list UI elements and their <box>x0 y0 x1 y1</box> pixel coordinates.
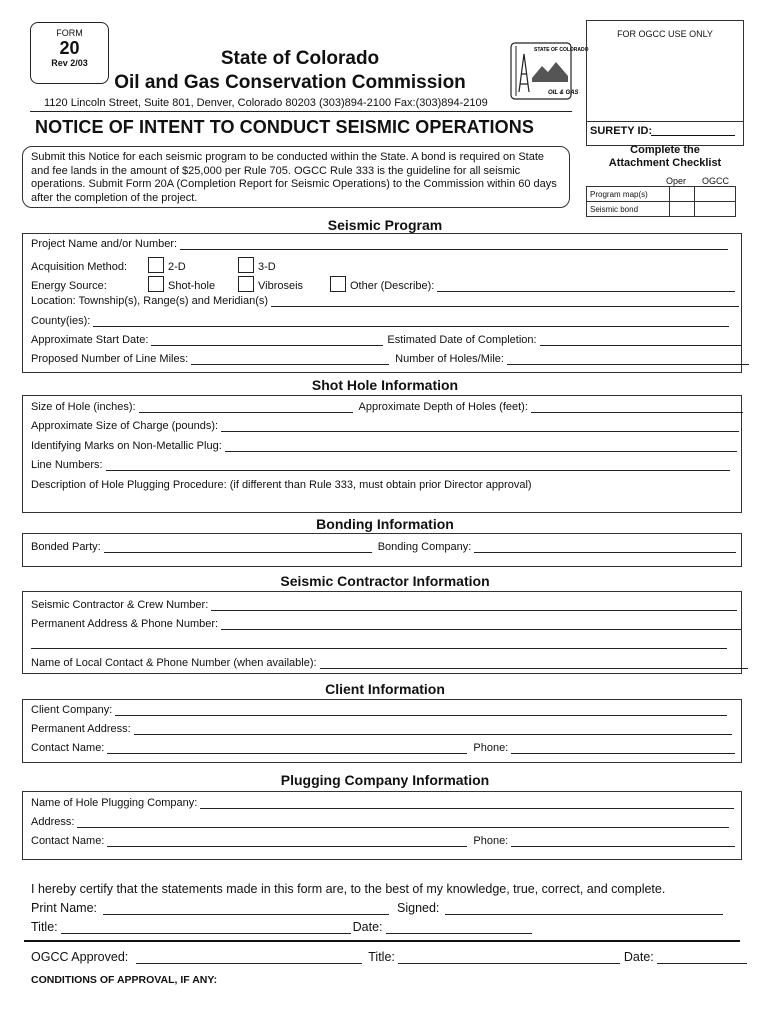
location-label: Location: Township(s), Range(s) and Meridian(s) <box>31 295 269 307</box>
bonded-party-field[interactable] <box>104 543 372 553</box>
start-date-label: Approximate Start Date: <box>31 334 149 346</box>
use-box-divider <box>586 121 744 122</box>
print-name-row <box>31 901 723 915</box>
client-address-field[interactable] <box>134 725 732 735</box>
plugging-name-label: Name of Hole Plugging Company: <box>31 797 198 809</box>
form-revision: Rev 2/03 <box>51 58 88 68</box>
section-title-shot-hole: Shot Hole Information <box>311 377 459 393</box>
plugging-name-field[interactable] <box>200 799 734 809</box>
acquisition-label: Acquisition Method: <box>31 261 127 273</box>
checklist-row <box>587 202 736 217</box>
approval-date-label: Date: <box>623 950 654 964</box>
line-numbers-label: Line Numbers: <box>31 459 103 471</box>
plugging-phone-label: Phone: <box>473 835 509 847</box>
plugging-contact-field[interactable] <box>107 837 467 847</box>
charge-row <box>31 420 739 432</box>
form-number-box <box>30 22 109 84</box>
other-describe-field[interactable] <box>437 282 735 292</box>
cert-date-label: Date: <box>352 920 383 934</box>
checklist-oper-cell[interactable] <box>670 202 695 217</box>
option-shot-hole-label: Shot-hole <box>168 280 216 292</box>
cert-title-row <box>31 920 532 934</box>
checkbox-2d[interactable] <box>148 257 164 273</box>
option-3d-label: 3-D <box>258 261 276 273</box>
bonded-party-label: Bonded Party: <box>31 541 101 553</box>
section-title-bonding: Bonding Information <box>316 516 454 532</box>
contractor-address-row <box>31 618 741 630</box>
line-miles-field[interactable] <box>191 355 389 365</box>
header-rule <box>30 111 572 112</box>
plugging-phone-field[interactable] <box>511 837 735 847</box>
holes-per-mile-label: Number of Holes/Mile: <box>395 353 504 365</box>
client-phone-field[interactable] <box>511 744 735 754</box>
cert-date-field[interactable] <box>386 924 532 934</box>
col-oper: Oper <box>666 176 687 186</box>
location-row <box>31 295 739 307</box>
form-number: 20 <box>59 38 80 58</box>
hole-size-field[interactable] <box>139 403 353 413</box>
client-contact-row <box>31 742 735 754</box>
start-date-field[interactable] <box>151 336 383 346</box>
approval-title-field[interactable] <box>398 954 620 964</box>
attachment-checklist <box>586 186 736 217</box>
section-title-contractor: Seismic Contractor Information <box>280 573 490 589</box>
cert-title-field[interactable] <box>61 924 351 934</box>
plugging-address-row <box>31 816 729 828</box>
client-company-field[interactable] <box>115 706 727 716</box>
approval-date-field[interactable] <box>657 954 747 964</box>
marks-row <box>31 440 737 452</box>
checkbox-other[interactable] <box>330 276 346 292</box>
project-row <box>31 238 728 250</box>
checklist-title-line1: Complete the <box>630 144 700 156</box>
certification-statement: I hereby certify that the statements made in this form are, to the best of my knowledge, true, correct, and complete. <box>31 882 666 896</box>
checklist-item: Seismic bond <box>587 202 670 217</box>
signed-label: Signed: <box>397 901 440 915</box>
hole-size-label: Size of Hole (inches): <box>31 401 136 413</box>
energy-row <box>31 276 735 292</box>
signed-field[interactable] <box>445 905 723 915</box>
hole-depth-field[interactable] <box>531 403 743 413</box>
marks-label: Identifying Marks on Non-Metallic Plug: <box>31 440 222 452</box>
plugging-name-row <box>31 797 734 809</box>
checklist-title-line2: Attachment Checklist <box>608 157 722 169</box>
checkbox-shot-hole[interactable] <box>148 276 164 292</box>
checklist-item: Program map(s) <box>587 187 670 202</box>
plugging-procedure-label: Description of Hole Plugging Procedure: (if different than Rule 333, must obtain prior Director approval) <box>31 479 532 491</box>
option-other-label: Other (Describe): <box>350 280 435 292</box>
client-address-label: Permanent Address: <box>31 723 131 735</box>
ogcc-use-only-label: FOR OGCC USE ONLY <box>617 29 713 39</box>
crew-field[interactable] <box>211 601 737 611</box>
completion-date-field[interactable] <box>540 336 742 346</box>
holes-per-mile-field[interactable] <box>507 355 749 365</box>
plugging-contact-row <box>31 835 735 847</box>
surety-id-label: SURETY ID: <box>590 125 653 137</box>
approval-title-label: Title: <box>368 950 395 964</box>
plugging-procedure-row <box>31 479 532 491</box>
checklist-ogcc-cell[interactable] <box>695 202 736 217</box>
county-row <box>31 315 729 327</box>
contractor-address-label: Permanent Address & Phone Number: <box>31 618 219 630</box>
line-numbers-row <box>31 459 730 471</box>
bonding-row <box>31 541 736 553</box>
dates-row <box>31 334 742 346</box>
plugging-address-label: Address: <box>31 816 75 828</box>
local-contact-field[interactable] <box>320 659 748 669</box>
instructions-notice: Submit this Notice for each seismic program to be conducted within the State. A bond is required on State and fee lands in the amount of $25,000 per Rule 705. OGCC Rule 333 is the guideline for all seismic operations. Submit Form 20A (Completion Report for Seismic Operations) to the Commission within 60 days after the completion of the project. <box>22 146 570 208</box>
approved-label: OGCC Approved: <box>31 950 129 964</box>
section-title-client: Client Information <box>325 681 445 697</box>
plugging-contact-label: Contact Name: <box>31 835 105 847</box>
hole-depth-label: Approximate Depth of Holes (feet): <box>358 401 528 413</box>
section-title-seismic: Seismic Program <box>327 217 443 233</box>
client-contact-field[interactable] <box>107 744 467 754</box>
line-miles-label: Proposed Number of Line Miles: <box>31 353 189 365</box>
completion-date-label: Estimated Date of Completion: <box>387 334 537 346</box>
logo-top-text: STATE OF COLORADO <box>534 47 589 53</box>
print-name-field[interactable] <box>103 905 389 915</box>
form-label: FORM <box>56 28 83 38</box>
client-contact-label: Contact Name: <box>31 742 105 754</box>
checklist-ogcc-cell[interactable] <box>695 187 736 202</box>
marks-field[interactable] <box>225 442 737 452</box>
approved-field[interactable] <box>136 954 362 964</box>
charge-label: Approximate Size of Charge (pounds): <box>31 420 219 432</box>
cert-title-label: Title: <box>31 920 58 934</box>
county-field[interactable] <box>93 317 729 327</box>
crew-row <box>31 599 737 611</box>
surety-id-field[interactable] <box>651 135 735 136</box>
bonding-company-field[interactable] <box>474 543 736 553</box>
option-2d-label: 2-D <box>168 261 186 273</box>
checklist-title <box>590 144 740 170</box>
approval-divider <box>24 940 740 942</box>
local-contact-row <box>31 657 748 669</box>
county-label: County(ies): <box>31 315 91 327</box>
client-company-label: Client Company: <box>31 704 113 716</box>
lines-row <box>31 353 749 365</box>
client-address-row <box>31 723 732 735</box>
conditions-label: CONDITIONS OF APPROVAL, IF ANY: <box>31 974 218 986</box>
col-ogcc: OGCC <box>702 176 729 186</box>
bonding-company-label: Bonding Company: <box>377 541 472 553</box>
charge-field[interactable] <box>221 422 739 432</box>
project-label: Project Name and/or Number: <box>31 238 178 250</box>
form-title: NOTICE OF INTENT TO CONDUCT SEISMIC OPERATIONS <box>35 117 534 137</box>
checkbox-vibroseis[interactable] <box>238 276 254 292</box>
hole-size-row <box>31 401 743 413</box>
plugging-address-field[interactable] <box>77 818 729 828</box>
energy-label: Energy Source: <box>31 280 107 292</box>
approval-row <box>31 950 747 964</box>
state-name: State of Colorado <box>220 48 380 69</box>
option-vibroseis-label: Vibroseis <box>258 280 304 292</box>
checkbox-3d[interactable] <box>238 257 254 273</box>
checklist-row <box>587 187 736 202</box>
section-title-plugging: Plugging Company Information <box>280 772 490 788</box>
contractor-address-field[interactable] <box>221 620 741 630</box>
local-contact-label: Name of Local Contact & Phone Number (when available): <box>31 657 317 669</box>
client-phone-label: Phone: <box>473 742 509 754</box>
crew-label: Seismic Contractor & Crew Number: <box>31 599 209 611</box>
commission-address: 1120 Lincoln Street, Suite 801, Denver, Colorado 80203 (303)894-2100 Fax:(303)894-2109 <box>44 97 488 109</box>
print-name-label: Print Name: <box>31 901 97 915</box>
colorado-seal-logo <box>510 42 589 100</box>
acquisition-row <box>31 257 276 273</box>
logo-bottom-text: OIL & GAS <box>548 90 579 96</box>
client-company-row <box>31 704 727 716</box>
location-field[interactable] <box>271 297 739 307</box>
contractor-address-field-2[interactable] <box>31 648 727 649</box>
project-field[interactable] <box>180 240 728 250</box>
commission-name: Oil and Gas Conservation Commission <box>114 72 466 93</box>
line-numbers-field[interactable] <box>106 461 730 471</box>
checklist-oper-cell[interactable] <box>670 187 695 202</box>
